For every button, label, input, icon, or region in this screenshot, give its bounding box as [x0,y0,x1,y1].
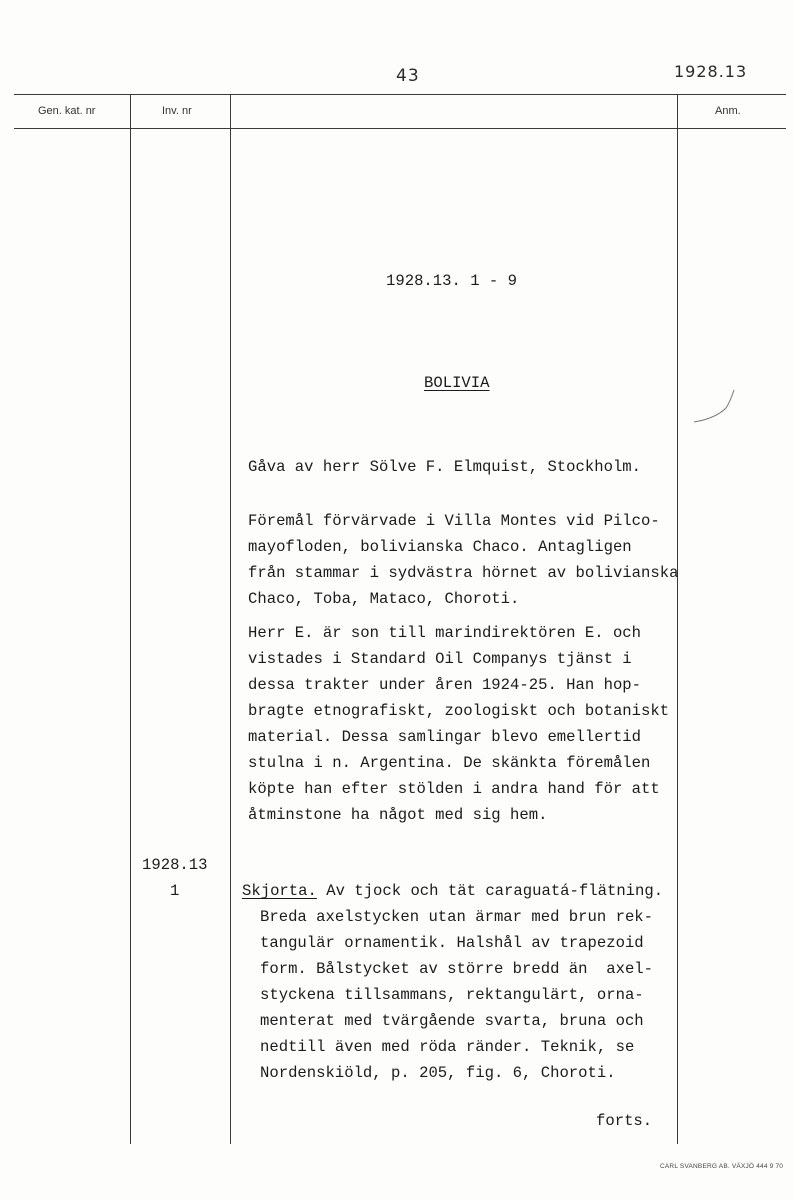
history-paragraph [248,620,669,828]
history-line: dessa trakter under åren 1924-25. Han hop- [248,676,642,694]
description-line: form. Bålstycket av större bredd än axel- [260,960,654,978]
item-first-line: Av tjock och tät caraguatá-flätning. [316,882,664,900]
collection-number-range: 1928.13. 1 - 9 [386,272,518,290]
collection-country: BOLIVIA [424,374,490,392]
history-line: Herr E. är son till marindirektören E. och [248,624,642,642]
description-line: tangulär ornamentik. Halshål av trapezoid [260,934,644,952]
description-line: Breda axelstycken utan ärmar med brun rek- [260,908,654,926]
provenance-paragraph [248,508,678,612]
provenance-line: från stammar i sydvästra hörnet av bolivianska [248,564,679,582]
catalog-id: 1928.13 [674,62,748,81]
description-line: nedtill även med röda ränder. Teknik, se [260,1038,635,1056]
item-inv-number: 1928.13 [142,856,208,874]
history-line: material. Dessa samlingar blevo emellertid [248,728,642,746]
column-header-anm: Anm. [715,105,741,117]
history-line: stulna i n. Argentina. De skänkta föremålen [248,754,651,772]
provenance-line: Chaco, Toba, Mataco, Choroti. [248,590,520,608]
history-line: vistades i Standard Oil Companys tjänst i [248,650,632,668]
description-line: styckena tillsammans, rektangulärt, orna- [260,986,644,1004]
item-description [260,904,653,1086]
page-number: 43 [396,66,420,86]
column-divider-1 [130,94,131,1144]
column-divider-2 [230,94,231,1144]
margin-pencil-mark [692,388,742,428]
provenance-line: Föremål förvärvade i Villa Montes vid Pilco- [248,512,660,530]
history-line: köpte han efter stölden i andra hand för att [248,780,660,798]
column-header-gen-kat-nr: Gen. kat. nr [38,105,96,117]
printer-mark: CARL SVANBERG AB. VÄXJÖ 444 9 70 [660,1163,784,1170]
description-line: Nordenskiöld, p. 205, fig. 6, Choroti. [260,1064,616,1082]
item-sub-number: 1 [170,882,180,900]
item-name: Skjorta. [242,882,317,900]
item-title-line [242,878,663,904]
column-header-inv-nr: Inv. nr [162,105,192,117]
donor-line: Gåva av herr Sölve F. Elmquist, Stockholm. [248,458,642,476]
provenance-line: mayofloden, bolivianska Chaco. Antagligen [248,538,632,556]
continued-marker: forts. [596,1112,653,1130]
column-divider-3 [677,94,678,1144]
description-line: menterat med tvärgående svarta, bruna och [260,1012,644,1030]
history-line: åtminstone ha något med sig hem. [248,806,548,824]
history-line: bragte etnografiskt, zoologiskt och botaniskt [248,702,670,720]
